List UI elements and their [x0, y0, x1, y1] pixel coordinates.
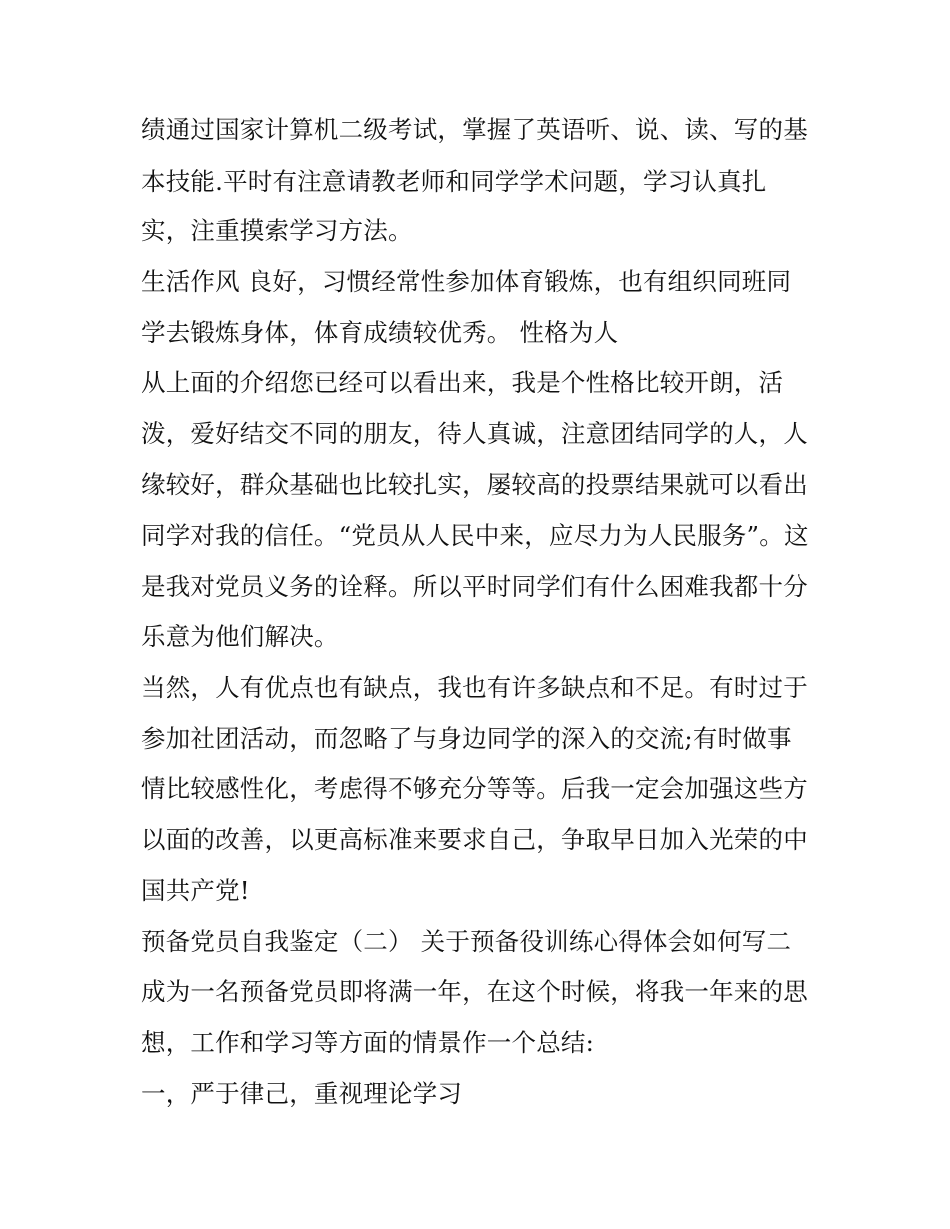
text-line: 当然，人有优点也有缺点，我也有许多缺点和不足。有时过于: [141, 673, 808, 702]
text-line: 乐意为他们解决。: [141, 622, 339, 651]
text-line: 以面的改善，以更高标准来要求自己，争取早日加入光荣的中: [141, 825, 808, 854]
text-line: 学去锻炼身体，体育成绩较优秀。 性格为人: [141, 318, 619, 347]
text-line: 国共产党!: [141, 876, 250, 905]
text-line: 参加社团活动，而忽略了与身边同学的深入的交流;有时做事: [141, 724, 792, 753]
text-line: 成为一名预备党员即将满一年，在这个时候，将我一年来的思: [141, 977, 808, 1006]
text-line: 绩通过国家计算机二级考试，掌握了英语听、说、读、写的基: [141, 115, 808, 144]
text-line: 缘较好，群众基础也比较扎实，屡较高的投票结果就可以看出: [141, 470, 808, 499]
text-line: 一，严于律己，重视理论学习: [141, 1079, 463, 1108]
text-line: 泼，爱好结交不同的朋友，待人真诚，注意团结同学的人，人: [141, 419, 808, 448]
text-line: 想，工作和学习等方面的情景作一个总结:: [141, 1028, 595, 1057]
text-line: 生活作风 良好，习惯经常性参加体育锻炼，也有组织同班同: [141, 267, 792, 296]
text-line: 同学对我的信任。“党员从人民中来，应尽力为人民服务”。这: [141, 521, 809, 550]
text-line: 从上面的介绍您已经可以看出来，我是个性格比较开朗，活: [141, 368, 784, 397]
text-line: 本技能.平时有注意请教老师和同学学术问题，学习认真扎: [141, 167, 767, 196]
text-line: 情比较感性化，考虑得不够充分等等。后我一定会加强这些方: [141, 774, 808, 803]
text-line: 预备党员自我鉴定（二） 关于预备役训练心得体会如何写二: [141, 927, 792, 956]
text-line: 是我对党员义务的诠释。所以平时同学们有什么困难我都十分: [141, 572, 808, 601]
text-line: 实，注重摸索学习方法。: [141, 216, 413, 245]
